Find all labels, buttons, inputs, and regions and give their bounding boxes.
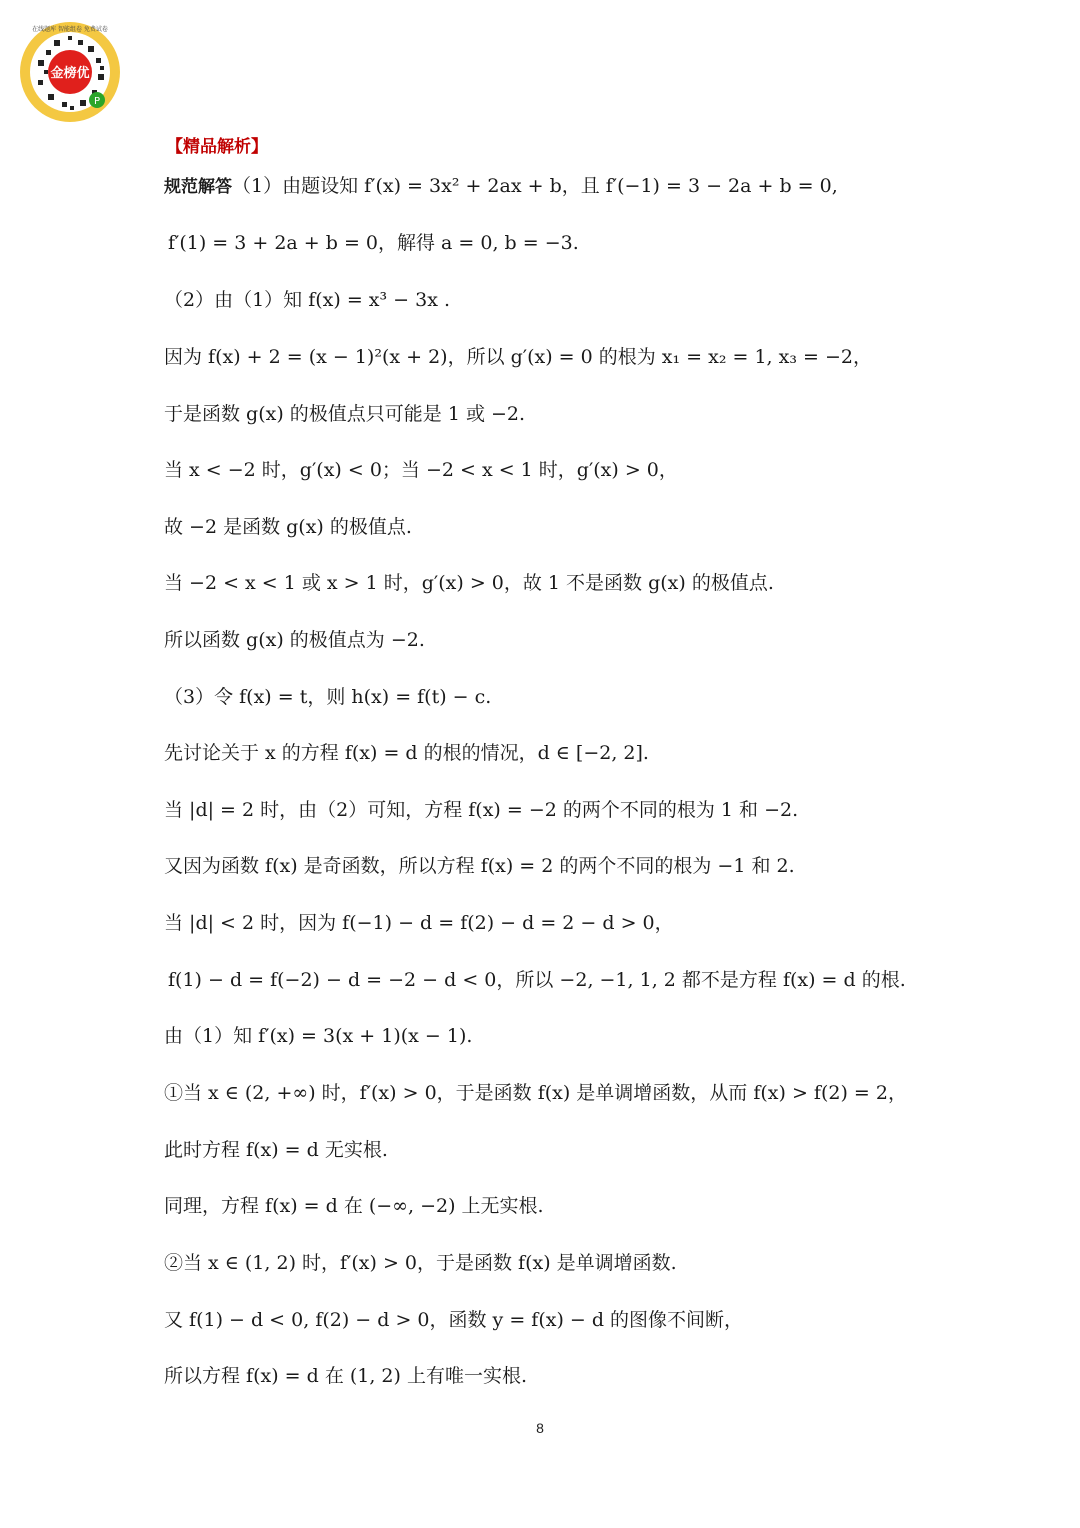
logo-center-text: 金榜优 [50,66,90,81]
solution-line-6: 当 x < −2 时，g′(x) < 0；当 −2 < x < 1 时，g′(x) > 0， [164,459,678,481]
solution-line-19: 同理，方程 f(x) = d 在 (−∞, −2) 上无实根. [164,1195,544,1217]
solution-line-7: 故 −2 是函数 g(x) 的极值点. [164,516,412,538]
page-number: 8 [536,1420,544,1436]
solution-line-8: 当 −2 < x < 1 或 x > 1 时，g′(x) > 0，故 1 不是函数 g(x) 的极值点. [164,572,774,594]
solution-line-11: 先讨论关于 x 的方程 f(x) = d 的根的情况，d ∈ [−2, 2]. [164,742,649,764]
solution-line-17: ①当 x ∈ (2, +∞) 时，f′(x) > 0，于是函数 f(x) 是单调增函数，从而 f(x) > f(2) = 2， [164,1082,907,1104]
solution-line-20: ②当 x ∈ (1, 2) 时，f′(x) > 0，于是函数 f(x) 是单调增函数. [164,1252,677,1274]
solution-line-5: 于是函数 g(x) 的极值点只可能是 1 或 −2. [164,403,526,425]
logo-ring-text: 在线题库 智能组卷 免费试卷 [32,26,108,33]
solution-line-21: 又 f(1) − d < 0, f(2) − d > 0，函数 y = f(x) − d 的图像不间断， [164,1309,744,1331]
section-title: 【精品解析】 [166,137,268,157]
qr-code-logo-icon [18,20,122,124]
solution-line-18: 此时方程 f(x) = d 无实根. [164,1139,388,1161]
solution-line-15: f(1) − d = f(−2) − d = −2 − d < 0，所以 −2, −1, 1, 2 都不是方程 f(x) = d 的根. [168,969,906,991]
solution-line-10: （3）令 f(x) = t，则 h(x) = f(t) − c. [164,686,492,708]
solution-line-1-text: （1）由题设知 f′(x) = 3x² + 2ax + b，且 f′(−1) = 3 − 2a + b = 0, [232,175,838,197]
solution-line-3: （2）由（1）知 f(x) = x³ − 3x . [164,289,451,311]
solution-line-16: 由（1）知 f′(x) = 3(x + 1)(x − 1). [164,1025,473,1047]
solution-line-13: 又因为函数 f(x) 是奇函数，所以方程 f(x) = 2 的两个不同的根为 −1 和 2. [164,855,795,877]
solution-line-9: 所以函数 g(x) 的极值点为 −2. [164,629,425,651]
solution-line-12: 当 |d| = 2 时，由（2）可知，方程 f(x) = −2 的两个不同的根为 1 和 −2. [164,799,799,821]
solution-label: 规范解答 [164,177,232,197]
solution-line-22: 所以方程 f(x) = d 在 (1, 2) 上有唯一实根. [164,1365,528,1387]
solution-line-4: 因为 f(x) + 2 = (x − 1)²(x + 2)，所以 g′(x) = 0 的根为 x₁ = x₂ = 1, x₃ = −2， [164,346,872,368]
logo-badge-text: P [93,96,101,107]
solution-line-2: f′(1) = 3 + 2a + b = 0，解得 a = 0, b = −3. [168,232,579,254]
solution-line-1 [164,172,838,200]
solution-line-14: 当 |d| < 2 时，因为 f(−1) − d = f(2) − d = 2 − d > 0， [164,912,674,934]
